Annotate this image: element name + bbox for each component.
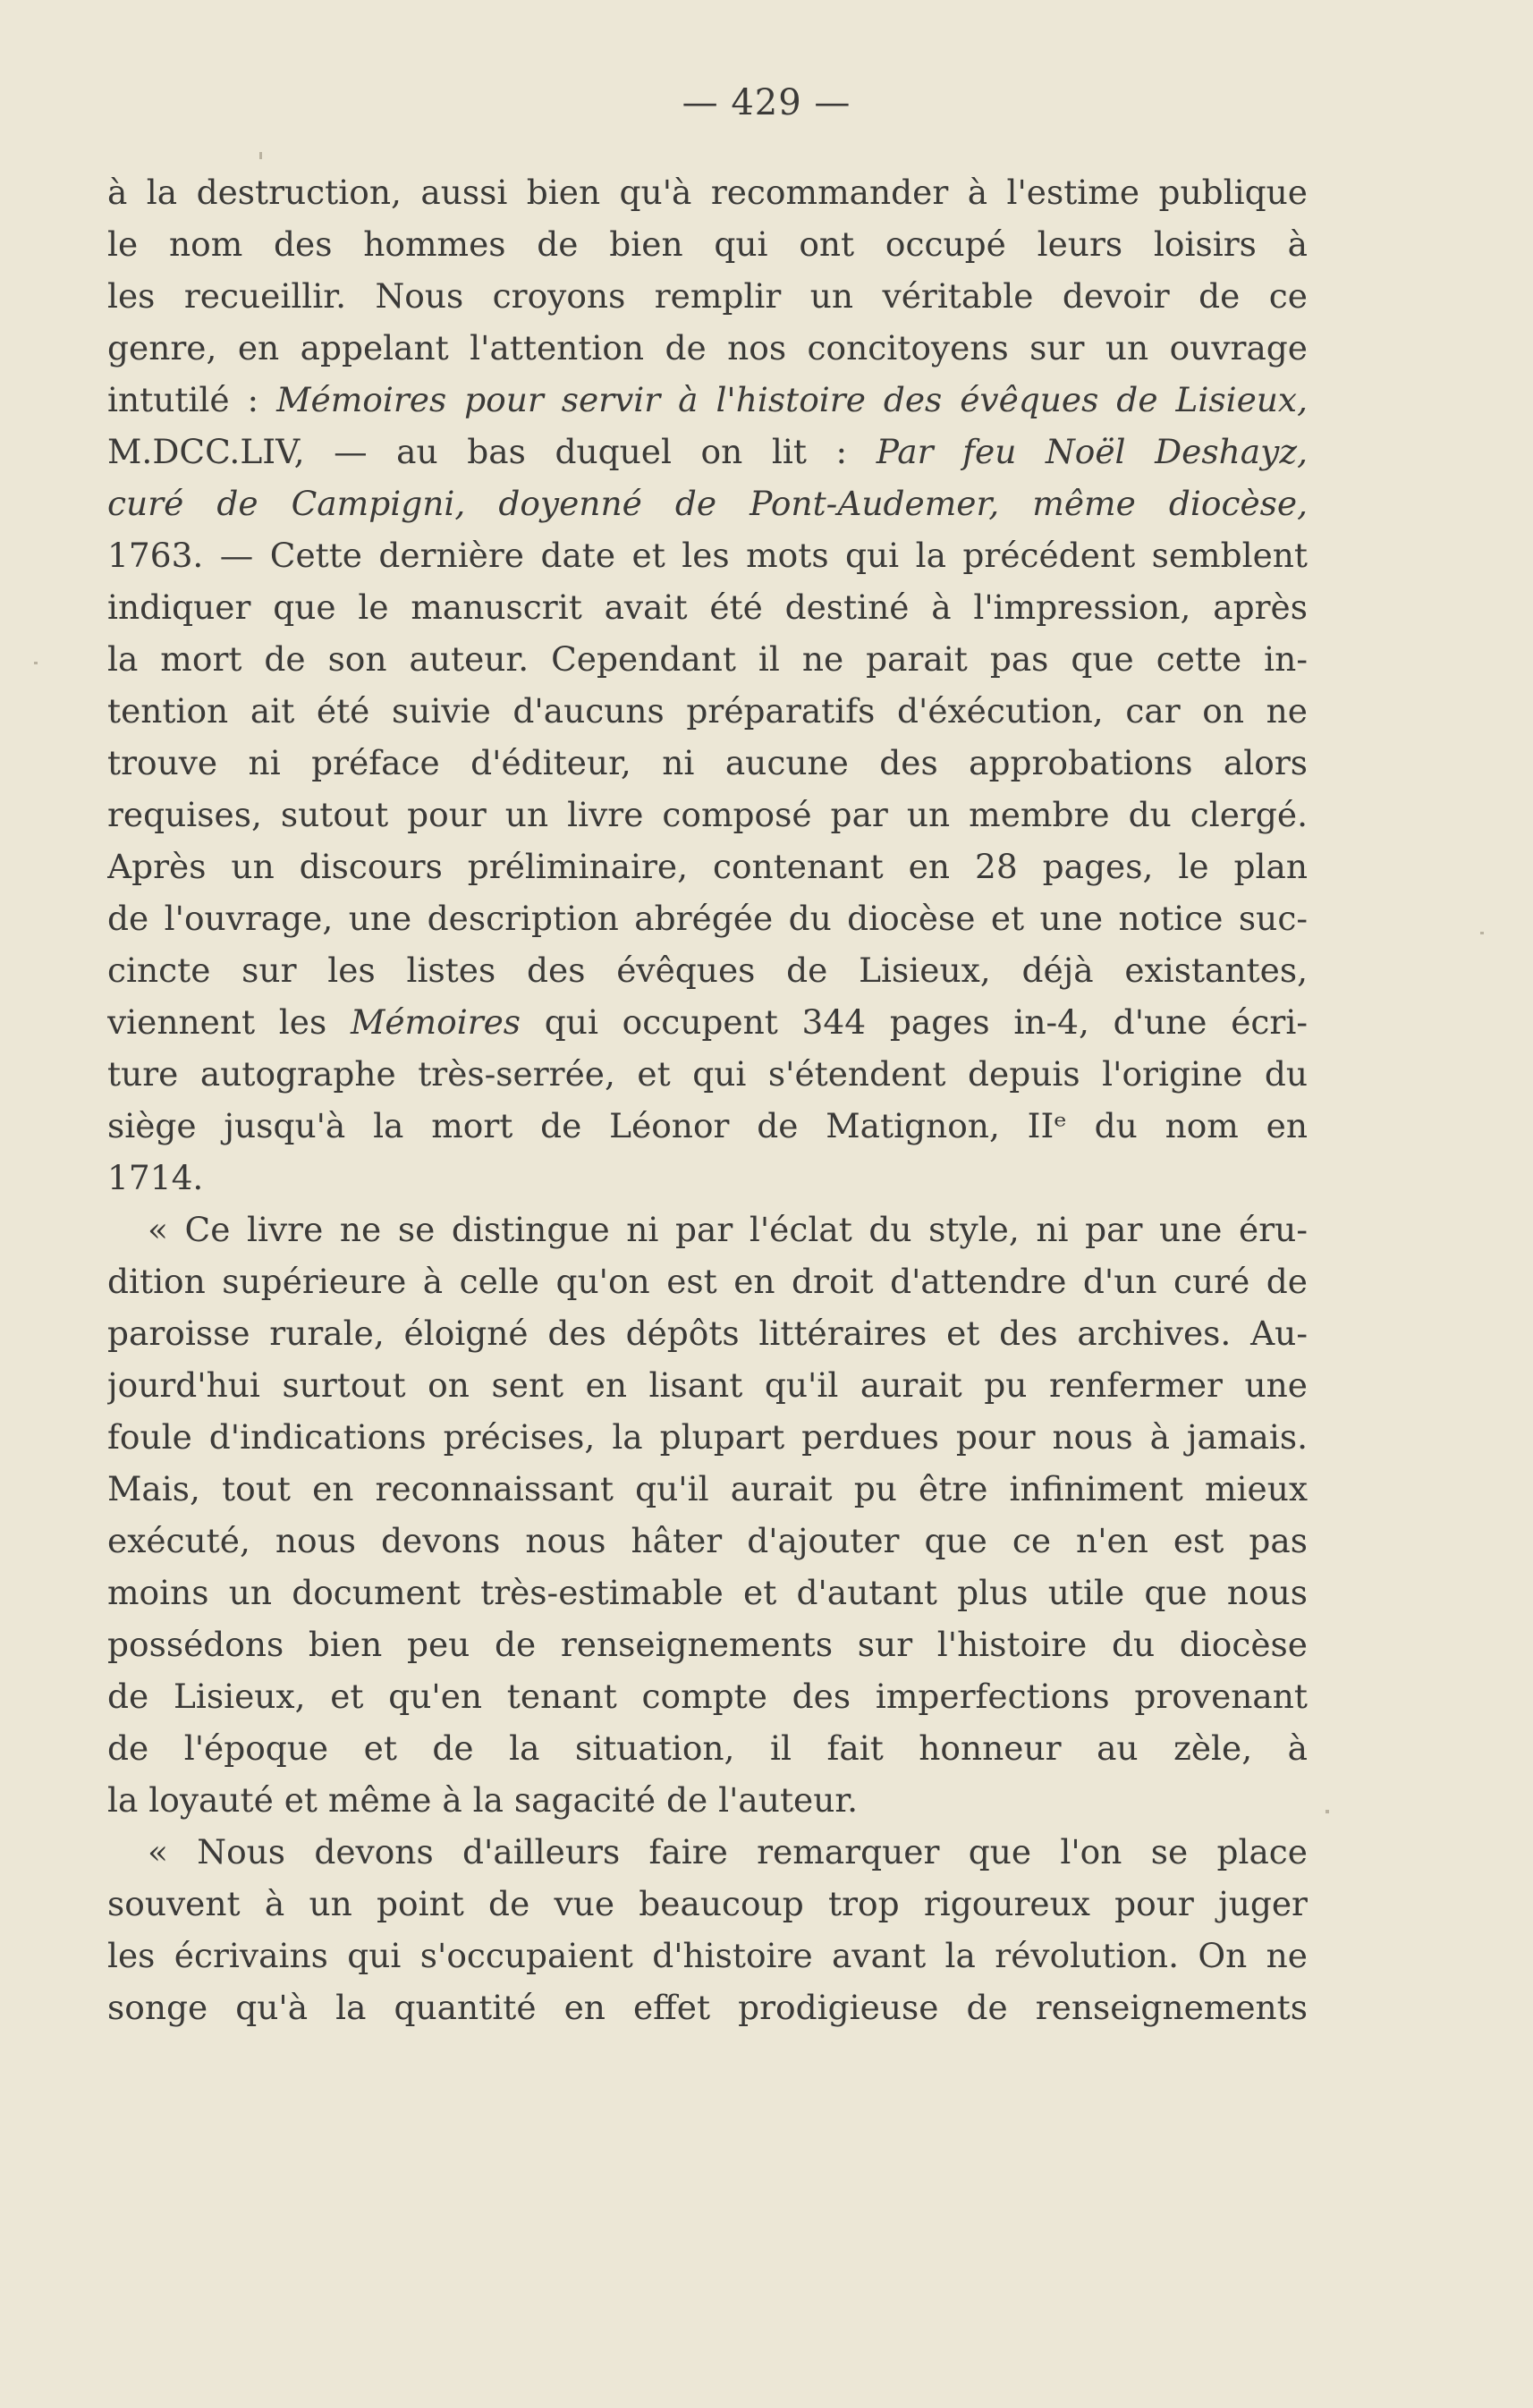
text-line-26: Mais, tout en reconnaissant qu'il aurait pu être infiniment mieux [107,1469,1308,1508]
text-line-7-italic: curé de Campigni, doyenné de Pont-Audemer, même diocèse, [107,484,1308,523]
text-line-1: à la destruction, aussi bien qu'à recommander à l'estime publique [107,173,1308,212]
text-line-7 [107,477,1308,529]
text-line-28: moins un document très-estimable et d'autant plus utile que nous [107,1573,1308,1612]
text-line-9: indiquer que le manuscrit avait été destiné à l'impression, après [107,587,1308,627]
text-line-5-italic: Mémoires pour servir à l'histoire des évêques de Lisieux, [276,380,1308,419]
text-line-36: songe qu'à la quantité en effet prodigieuse de renseignements [107,1988,1308,2027]
text-line-6-italic: Par feu Noël Deshayz, [876,432,1308,471]
text-line-17-rest: qui occupent 344 pages in-4, d'une écri- [521,1002,1308,1042]
text-line-17-italic: Mémoires [350,1002,521,1042]
text-line-6-roman: M.DCC.LIV, — au bas duquel on lit : [107,432,877,471]
text-line-2: le nom des hommes de bien qui ont occupé leurs loisirs à [107,224,1308,264]
paper-speck [259,152,262,159]
text-line-23: paroisse rurale, éloigné des dépôts littéraires et des archives. Au- [107,1314,1308,1353]
text-line-5-roman: intutilé : [107,380,277,419]
text-line-12: trouve ni préface d'éditeur, ni aucune des approbations alors [107,743,1308,782]
text-line-30: de Lisieux, et qu'en tenant compte des imperfections provenant [107,1677,1308,1716]
page-number: — 429 — [682,82,851,123]
text-line-27: exécuté, nous devons nous hâter d'ajouter que ce n'en est pas [107,1521,1308,1560]
text-line-14: Après un discours préliminaire, contenant en 28 pages, le plan [107,847,1308,886]
paper-speck [34,662,38,664]
text-line-10: la mort de son auteur. Cependant il ne parait pas que cette in- [107,639,1308,679]
text-line-8: 1763. — Cette dernière date et les mots qui la précédent semblent [107,536,1308,575]
text-line-29: possédons bien peu de renseignements sur l'histoire du diocèse [107,1625,1308,1664]
text-line-33: « Nous devons d'ailleurs faire remarquer que l'on se place [148,1832,1308,1871]
text-line-11: tention ait été suivie d'aucuns préparatifs d'éxécution, car on ne [107,691,1308,731]
text-line-5 [107,374,1308,426]
text-line-6 [107,426,1308,477]
text-line-17-roman: viennent les [107,1002,351,1042]
text-line-25: foule d'indications précises, la plupart perdues pour nous à jamais. [107,1417,1308,1457]
text-line-4: genre, en appelant l'attention de nos concitoyens sur un ouvrage [107,328,1308,368]
text-line-13: requises, sutout pour un livre composé par un membre du clergé. [107,795,1308,834]
paper-speck [1480,932,1484,934]
text-line-19: siège jusqu'à la mort de Léonor de Matignon, IIᵉ du nom en [107,1106,1308,1145]
text-line-24: jourd'hui surtout on sent en lisant qu'il aurait pu renfermer une [107,1365,1308,1405]
text-line-15: de l'ouvrage, une description abrégée du diocèse et une notice suc- [107,899,1308,938]
text-line-22: dition supérieure à celle qu'on est en droit d'attendre d'un curé de [107,1262,1308,1301]
text-line-34: souvent à un point de vue beaucoup trop rigoureux pour juger [107,1884,1308,1923]
text-line-20: 1714. [107,1158,204,1197]
body-text [107,166,1308,2033]
text-line-35: les écrivains qui s'occupaient d'histoire avant la révolution. On ne [107,1936,1308,1975]
text-line-32: la loyauté et même à la sagacité de l'auteur. [107,1780,859,1820]
text-line-31: de l'époque et de la situation, il fait honneur au zèle, à [107,1728,1308,1768]
text-line-3: les recueillir. Nous croyons remplir un véritable devoir de ce [107,276,1308,316]
text-line-18: ture autographe très-serrée, et qui s'étendent depuis l'origine du [107,1054,1308,1094]
text-line-17 [107,996,1308,1048]
text-line-21: « Ce livre ne se distingue ni par l'éclat du style, ni par une éru- [148,1210,1308,1249]
text-line-16: cincte sur les listes des évêques de Lisieux, déjà existantes, [107,951,1308,990]
paper-speck [1325,1810,1329,1813]
